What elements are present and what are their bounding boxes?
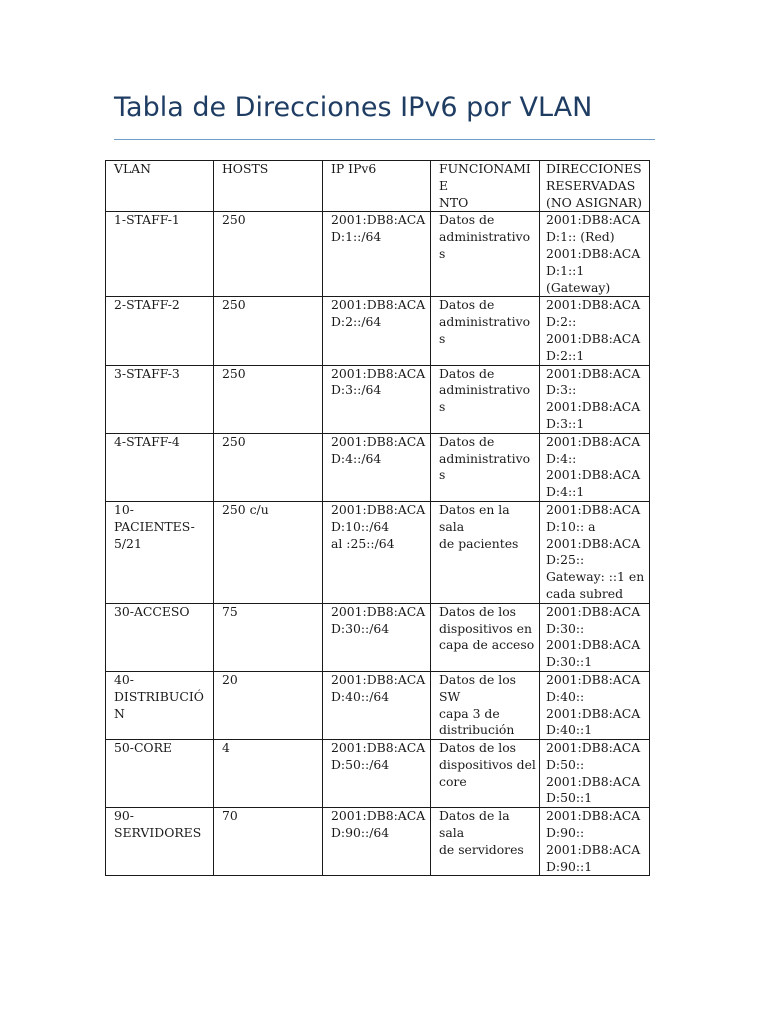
cell-vlan: 50-CORE	[106, 740, 214, 808]
cell-hosts: 250	[214, 297, 323, 365]
cell-hosts: 250	[214, 433, 323, 501]
cell-funcionamiento: Datos de los SW capa 3 de distribución	[431, 671, 540, 739]
cell-direcciones: 2001:DB8:ACA D:2:: 2001:DB8:ACA D:2::1	[540, 297, 650, 365]
cell-ip: 2001:DB8:ACA D:3::/64	[323, 365, 431, 433]
vlan-address-table	[105, 160, 650, 876]
cell-vlan: 4-STAFF-4	[106, 433, 214, 501]
header-direcciones: DIRECCIONES RESERVADAS (NO ASIGNAR)	[540, 161, 650, 212]
cell-direcciones: 2001:DB8:ACA D:90:: 2001:DB8:ACA D:90::1	[540, 808, 650, 876]
cell-funcionamiento: Datos de administrativos	[431, 433, 540, 501]
cell-hosts: 70	[214, 808, 323, 876]
cell-direcciones: 2001:DB8:ACA D:3:: 2001:DB8:ACA D:3::1	[540, 365, 650, 433]
table-row	[106, 212, 650, 297]
cell-ip: 2001:DB8:ACA D:10::/64 al :25::/64	[323, 501, 431, 603]
cell-hosts: 250	[214, 365, 323, 433]
cell-funcionamiento: Datos de administrativos	[431, 365, 540, 433]
table-header-row	[106, 161, 650, 212]
cell-funcionamiento: Datos de administrativos	[431, 297, 540, 365]
cell-funcionamiento: Datos de administrativos	[431, 212, 540, 297]
table-row	[106, 433, 650, 501]
cell-ip: 2001:DB8:ACA D:1::/64	[323, 212, 431, 297]
cell-ip: 2001:DB8:ACA D:40::/64	[323, 671, 431, 739]
cell-direcciones: 2001:DB8:ACA D:4:: 2001:DB8:ACA D:4::1	[540, 433, 650, 501]
cell-ip: 2001:DB8:ACA D:4::/64	[323, 433, 431, 501]
cell-direcciones: 2001:DB8:ACA D:50:: 2001:DB8:ACA D:50::1	[540, 740, 650, 808]
cell-direcciones: 2001:DB8:ACA D:30:: 2001:DB8:ACA D:30::1	[540, 603, 650, 671]
cell-vlan: 10-PACIENTES- 5/21	[106, 501, 214, 603]
table-row	[106, 365, 650, 433]
table-row	[106, 603, 650, 671]
table-row	[106, 297, 650, 365]
document-title: Tabla de Direcciones IPv6 por VLAN	[114, 92, 593, 123]
cell-hosts: 20	[214, 671, 323, 739]
cell-direcciones: 2001:DB8:ACA D:40:: 2001:DB8:ACA D:40::1	[540, 671, 650, 739]
title-underline	[114, 139, 655, 140]
cell-vlan: 40- DISTRIBUCIÓN	[106, 671, 214, 739]
header-funcionamiento: FUNCIONAMIE NTO	[431, 161, 540, 212]
cell-vlan: 1-STAFF-1	[106, 212, 214, 297]
table-row	[106, 671, 650, 739]
cell-ip: 2001:DB8:ACA D:30::/64	[323, 603, 431, 671]
header-hosts: HOSTS	[214, 161, 323, 212]
cell-funcionamiento: Datos en la sala de pacientes	[431, 501, 540, 603]
cell-funcionamiento: Datos de los dispositivos del core	[431, 740, 540, 808]
table-row	[106, 808, 650, 876]
cell-ip: 2001:DB8:ACA D:2::/64	[323, 297, 431, 365]
cell-hosts: 75	[214, 603, 323, 671]
cell-vlan: 90- SERVIDORES	[106, 808, 214, 876]
table-row	[106, 501, 650, 603]
cell-funcionamiento: Datos de la sala de servidores	[431, 808, 540, 876]
cell-ip: 2001:DB8:ACA D:90::/64	[323, 808, 431, 876]
header-ip: IP IPv6	[323, 161, 431, 212]
cell-vlan: 2-STAFF-2	[106, 297, 214, 365]
cell-direcciones: 2001:DB8:ACA D:1:: (Red) 2001:DB8:ACA D:1::1 (Gateway)	[540, 212, 650, 297]
cell-funcionamiento: Datos de los dispositivos en capa de acceso	[431, 603, 540, 671]
cell-hosts: 250 c/u	[214, 501, 323, 603]
cell-direcciones: 2001:DB8:ACA D:10:: a 2001:DB8:ACA D:25:: Gateway: ::1 en cada subred	[540, 501, 650, 603]
table-row	[106, 740, 650, 808]
cell-vlan: 3-STAFF-3	[106, 365, 214, 433]
cell-ip: 2001:DB8:ACA D:50::/64	[323, 740, 431, 808]
cell-hosts: 250	[214, 212, 323, 297]
cell-vlan: 30-ACCESO	[106, 603, 214, 671]
cell-hosts: 4	[214, 740, 323, 808]
header-vlan: VLAN	[106, 161, 214, 212]
